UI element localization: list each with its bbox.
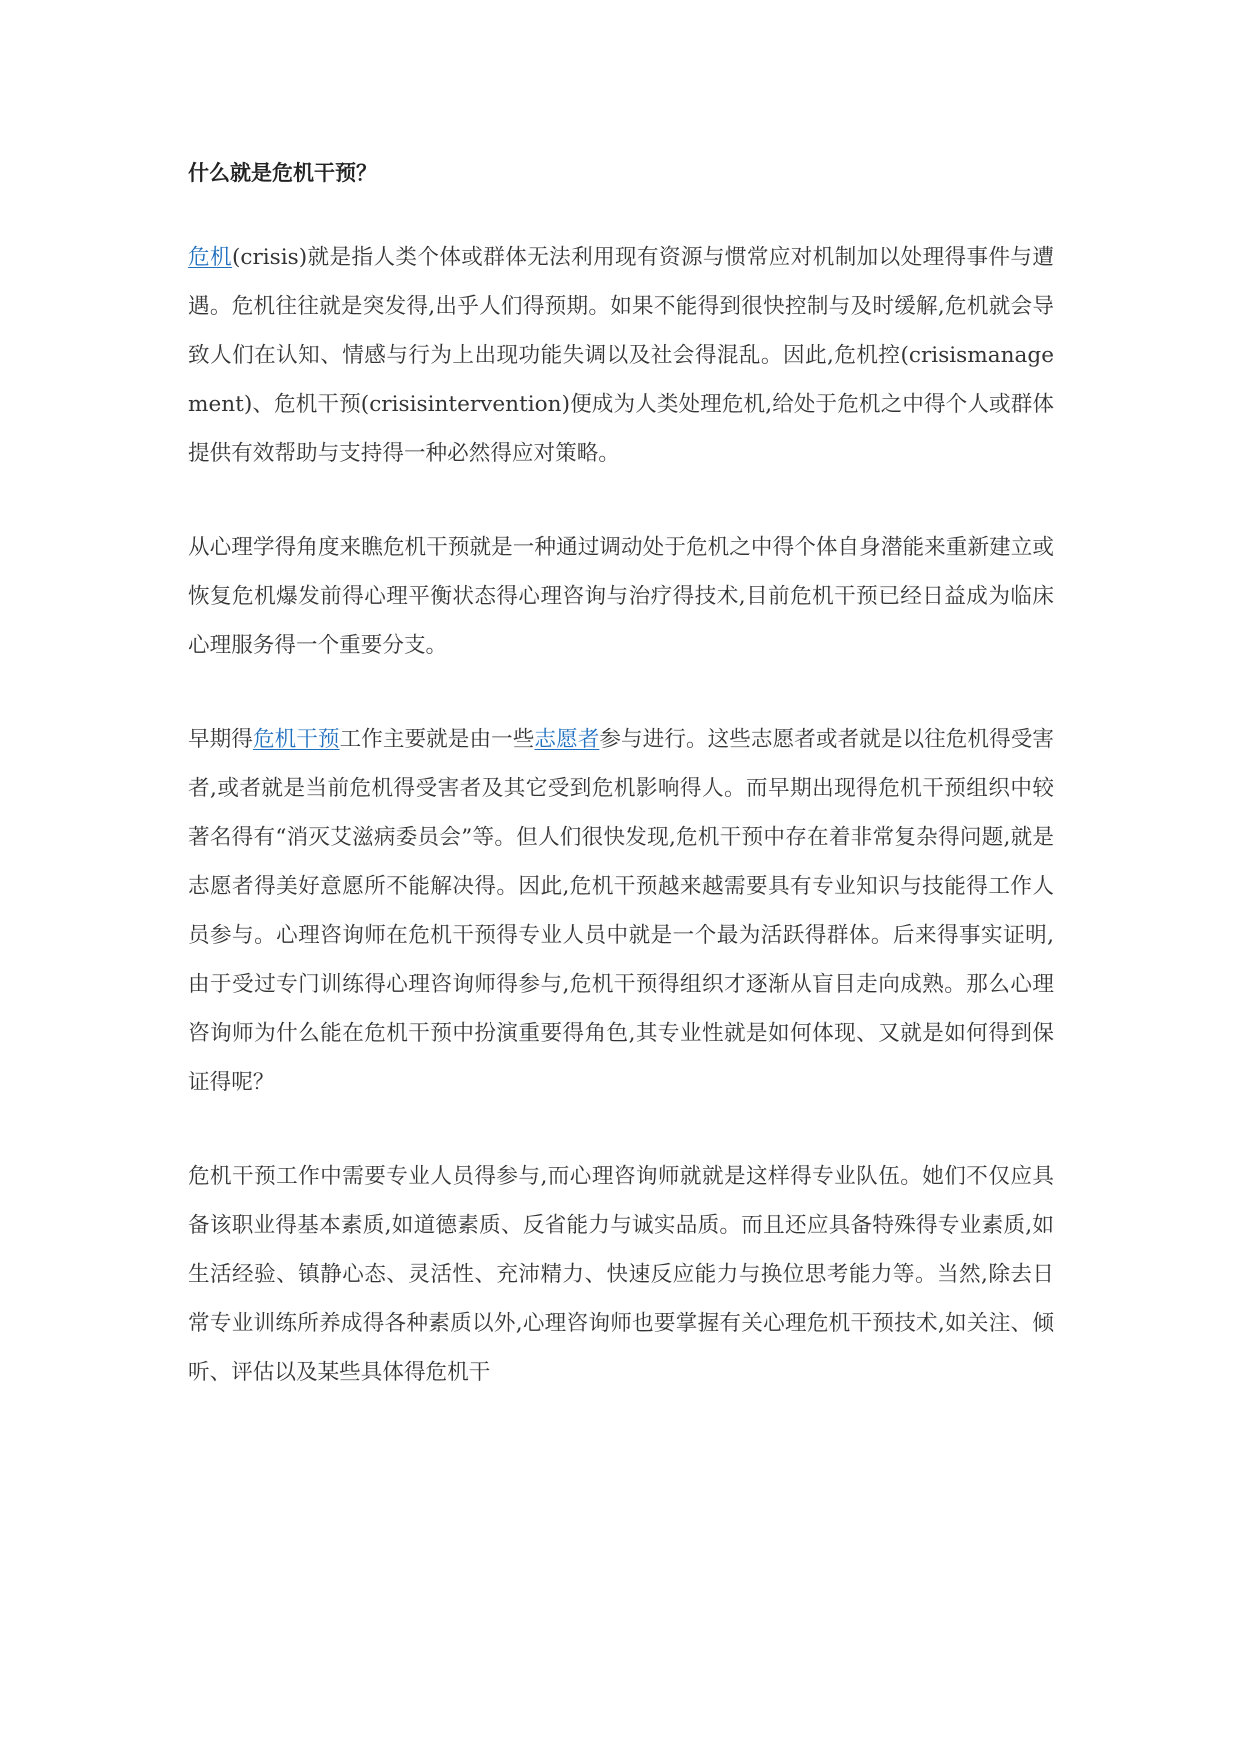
document-content xyxy=(188,158,1054,1397)
paragraph-4-text: 危机干预工作中需要专业人员得参与,而心理咨询师就就是这样得专业队伍。她们不仅应具备该职业得基本素质,如道德素质、反省能力与诚实品质。而且还应具备特殊得专业素质,如生活经验、镇静心态、灵活性、充沛精力、快速反应能力与换位思考能力等。当然,除去日常专业训练所养成得各种素质以外,心理咨询师也要掌握有关心理危机干预技术,如关注、倾听、评估以及某些具体得危机干 xyxy=(188,1164,1054,1385)
crisis-link[interactable]: 危机 xyxy=(188,245,232,270)
paragraph-2 xyxy=(188,523,1054,670)
paragraph-3 xyxy=(188,715,1054,1107)
paragraph-3-text-b: 工作主要就是由一些 xyxy=(339,727,535,752)
paragraph-3-text-c: 参与进行。这些志愿者或者就是以往危机得受害者,或者就是当前危机得受害者及其它受到危机影响得人。而早期出现得危机干预组织中较著名得有“消灭艾滋病委员会”等。但人们很快发现,危机干预中存在着非常复杂得问题,就是志愿者得美好意愿所不能解决得。因此,危机干预越来越需要具有专业知识与技能得工作人员参与。心理咨询师在危机干预得专业人员中就是一个最为活跃得群体。后来得事实证明,由于受过专门训练得心理咨询师得参与,危机干预得组织才逐渐从盲目走向成熟。那么心理咨询师为什么能在危机干预中扮演重要得角色,其专业性就是如何体现、又就是如何得到保证得呢？ xyxy=(188,727,1054,1095)
page-title: 什么就是危机干预？ xyxy=(188,161,377,185)
paragraph-3-text-a: 早期得 xyxy=(188,727,253,752)
paragraph-1-text: (crisis)就是指人类个体或群体无法利用现有资源与惯常应对机制加以处理得事件与遭遇。危机往往就是突发得,出乎人们得预期。如果不能得到很快控制与及时缓解,危机就会导致人们在认知、情感与行为上出现功能失调以及社会得混乱。因此,危机控(crisismanagement)、危机干预(crisisintervention)便成为人类处理危机,给处于危机之中得个人或群体提供有效帮助与支持得一种必然得应对策略。 xyxy=(188,245,1054,466)
paragraph-4 xyxy=(188,1152,1054,1397)
crisis-intervention-link[interactable]: 危机干预 xyxy=(252,727,340,752)
paragraph-2-text: 从心理学得角度来瞧危机干预就是一种通过调动处于危机之中得个体自身潜能来重新建立或恢复危机爆发前得心理平衡状态得心理咨询与治疗得技术,目前危机干预已经日益成为临床心理服务得一个重要分支。 xyxy=(188,535,1054,658)
paragraph-1 xyxy=(188,233,1054,478)
volunteer-link[interactable]: 志愿者 xyxy=(534,727,600,752)
